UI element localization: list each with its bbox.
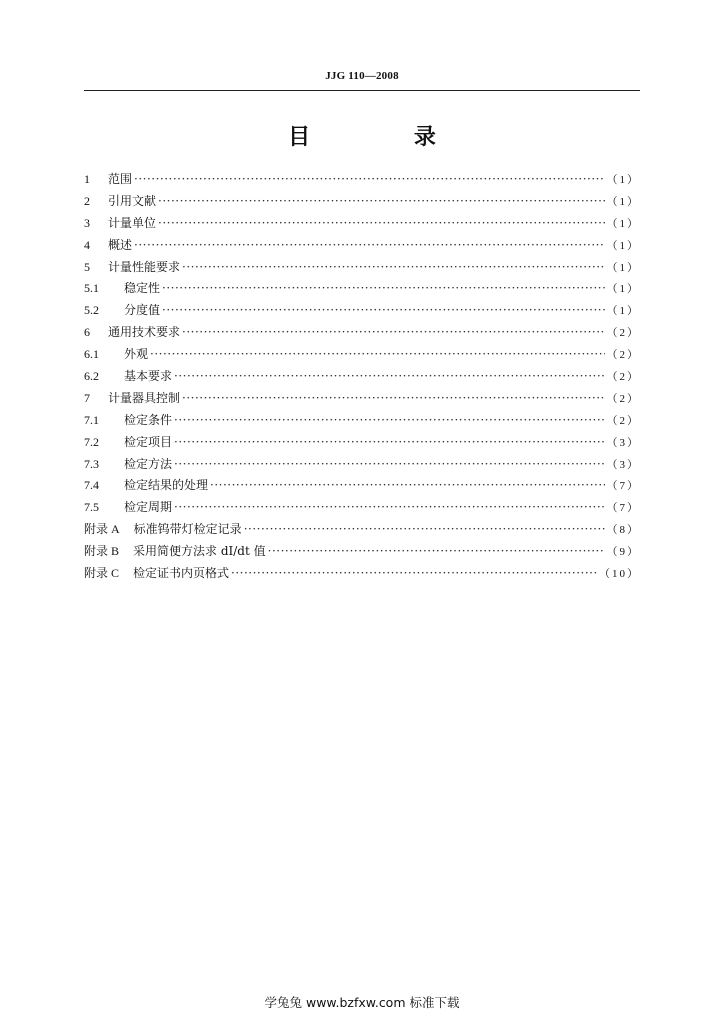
toc-entry-number: 4: [84, 237, 90, 252]
toc-entry-page: （2）: [606, 349, 640, 362]
toc-entry-number: 6.2: [84, 369, 99, 384]
dot-leader: [174, 435, 604, 449]
toc-entry[interactable]: [84, 367, 640, 389]
dot-leader: [174, 369, 604, 383]
toc-entry-label: 检定证书内页格式: [133, 566, 230, 581]
toc-entry-label: 标准钨带灯检定记录: [133, 522, 242, 537]
toc-entry-page: （1）: [606, 305, 640, 318]
toc-entry-label: 检定项目: [124, 434, 173, 449]
toc-entry[interactable]: [84, 345, 640, 367]
toc-entry-page: （1）: [606, 283, 640, 296]
dot-leader: [158, 216, 604, 230]
toc-entry[interactable]: [84, 520, 640, 542]
toc-entry-label: 分度值: [124, 303, 161, 318]
toc-entry-number: 6.1: [84, 347, 99, 362]
toc-entry-page: （2）: [606, 392, 640, 405]
toc-entry[interactable]: [84, 389, 640, 411]
toc-entry[interactable]: [84, 214, 640, 236]
toc-entry-number: 2: [84, 193, 90, 208]
toc-entry[interactable]: [84, 170, 640, 192]
dot-leader: [182, 325, 604, 339]
toc-entry[interactable]: [84, 498, 640, 520]
toc-entry-page: （1）: [606, 174, 640, 186]
toc-entry[interactable]: [84, 236, 640, 258]
header-rule: [84, 90, 640, 91]
toc-entry-page: （3）: [606, 436, 640, 449]
toc-entry-number: 7.3: [84, 456, 99, 471]
toc-entry-label: 计量性能要求: [108, 259, 181, 274]
toc-entry-label: 基本要求: [124, 369, 173, 384]
toc-entry-page: （9）: [606, 546, 640, 559]
table-of-contents: [84, 170, 640, 586]
dot-leader: [231, 566, 597, 580]
toc-entry-label: 引用文献: [108, 193, 157, 208]
toc-entry-label: 检定周期: [124, 500, 173, 515]
dot-leader: [174, 457, 604, 471]
toc-entry-number: 7.5: [84, 500, 99, 515]
toc-entry-number: 5.1: [84, 281, 99, 296]
dot-leader: [134, 172, 604, 186]
toc-entry-number: 6: [84, 325, 90, 340]
toc-entry-page: （1）: [606, 239, 640, 252]
page-title: 目 录: [288, 125, 484, 150]
toc-entry[interactable]: [84, 411, 640, 433]
dot-leader: [210, 478, 604, 492]
toc-entry-page: （1）: [606, 261, 640, 274]
toc-entry-page: （2）: [606, 327, 640, 340]
toc-entry[interactable]: [84, 433, 640, 455]
toc-entry-number: 附录 C: [84, 566, 120, 581]
footer-watermark: 学兔兔 www.bzfxw.com 标准下载: [264, 995, 460, 1010]
toc-entry-label: 检定结果的处理: [124, 478, 209, 493]
toc-entry-label: 检定方法: [124, 456, 173, 471]
toc-entry-label: 采用简便方法求 dI/dt 值: [133, 544, 266, 559]
toc-entry-page: （7）: [606, 502, 640, 515]
toc-entry-label: 稳定性: [124, 281, 161, 296]
toc-entry-number: 附录 B: [84, 544, 120, 559]
toc-entry-page: （8）: [606, 524, 640, 537]
dot-leader: [158, 194, 604, 208]
toc-entry[interactable]: [84, 542, 640, 564]
toc-entry[interactable]: [84, 279, 640, 301]
toc-entry[interactable]: [84, 476, 640, 498]
toc-entry-label: 通用技术要求: [108, 325, 181, 340]
toc-entry[interactable]: [84, 323, 640, 345]
dot-leader: [182, 260, 604, 274]
dot-leader: [268, 544, 605, 558]
dot-leader: [174, 413, 604, 427]
toc-entry-number: 7: [84, 390, 90, 405]
toc-entry-number: 7.2: [84, 434, 99, 449]
toc-entry-number: 5: [84, 259, 90, 274]
dot-leader: [150, 347, 604, 361]
toc-entry[interactable]: [84, 564, 640, 586]
dot-leader: [244, 522, 605, 536]
toc-entry-page: （2）: [606, 371, 640, 384]
toc-entry-label: 检定条件: [124, 412, 173, 427]
toc-entry-number: 7.1: [84, 412, 99, 427]
dot-leader: [174, 500, 604, 514]
toc-entry-label: 计量器具控制: [108, 390, 181, 405]
toc-entry-number: 1: [84, 172, 90, 186]
toc-entry-label: 计量单位: [108, 215, 157, 230]
toc-entry-number: 5.2: [84, 303, 99, 318]
document-code-header: JJG 110—2008: [325, 70, 399, 82]
toc-entry[interactable]: [84, 301, 640, 323]
dot-leader: [182, 391, 604, 405]
toc-entry-page: （2）: [606, 414, 640, 427]
dot-leader: [162, 281, 604, 295]
dot-leader: [134, 238, 604, 252]
toc-entry[interactable]: [84, 192, 640, 214]
toc-entry-label: 范围: [108, 172, 133, 186]
toc-entry-page: （7）: [606, 480, 640, 493]
toc-entry-page: （3）: [606, 458, 640, 471]
toc-entry-number: 附录 A: [84, 522, 120, 537]
toc-entry-page: （10）: [599, 568, 640, 581]
toc-entry-page: （1）: [606, 217, 640, 230]
toc-entry-number: 7.4: [84, 478, 99, 493]
toc-entry-page: （1）: [606, 195, 640, 208]
toc-entry-label: 概述: [108, 237, 133, 252]
toc-entry[interactable]: [84, 258, 640, 280]
toc-entry-number: 3: [84, 215, 90, 230]
toc-entry[interactable]: [84, 455, 640, 477]
toc-entry-label: 外观: [124, 347, 149, 362]
dot-leader: [162, 303, 604, 317]
